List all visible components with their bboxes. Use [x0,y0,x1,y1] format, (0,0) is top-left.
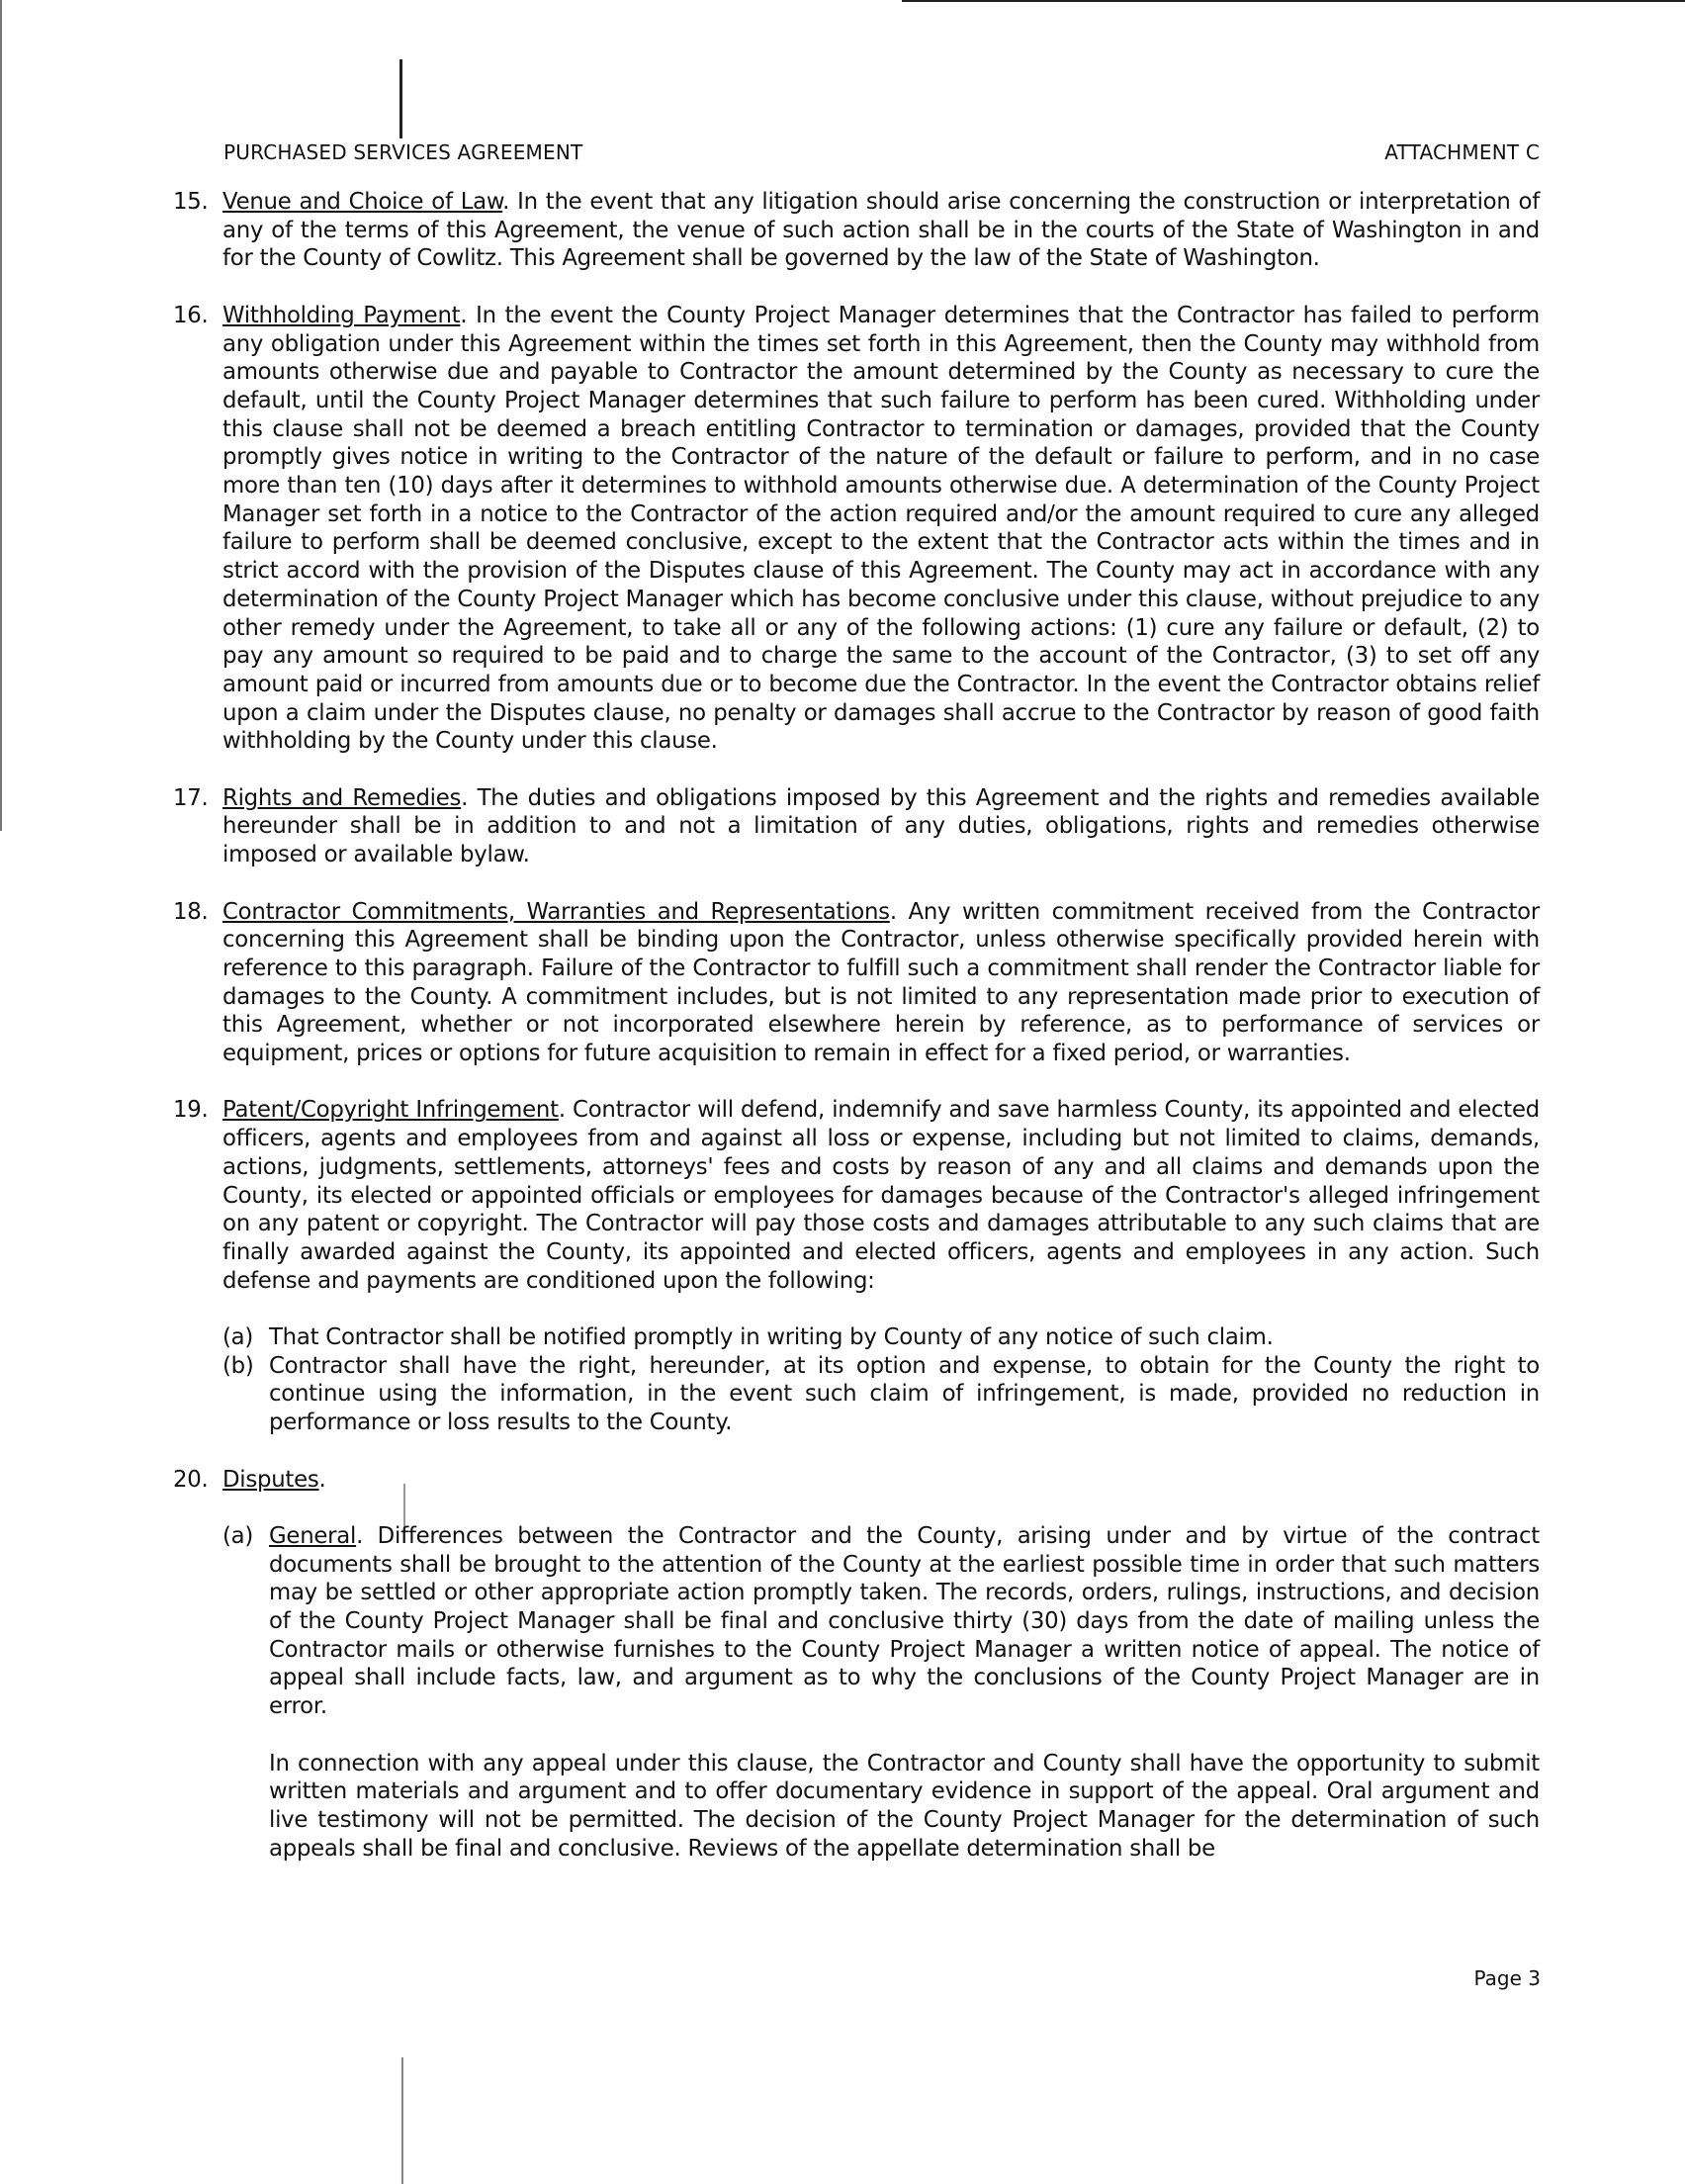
scan-artifact-left-edge [0,0,2,831]
section-text: . In the event that any litigation should arise concerning the construction or interpretation of any of the terms of this Agreement, the venue of such action shall be in the courts of the State of Washington in and for the County of Cowlitz. This Agreement shall be governed by the law of the State of Washington. [222,189,1540,272]
subclause-content [269,1522,1540,1863]
section-title: Patent/Copyright Infringement [222,1097,559,1124]
spacer [269,1721,1540,1750]
section-text: . In the event the County Project Manager determines that the Contractor has failed to perform any obligation under this Agreement within the times set forth in this Agreement, then the County may withhold from amounts otherwise due and payable to Contractor the amount determined by the County as necessary to cure the default, until the County Project Manager determines that such failure to perform has been cured. Withholding under this clause shall not be deemed a breach entitling Contractor to termination or damages, provided that the County promptly gives notice in writing to the Contractor of the nature of the default or failure to perform, and in no case more than ten (10) days after it determines to withhold amounts otherwise due. A determination of the County Project Manager set forth in a notice to the Contractor of the action required and/or the amount required to cure any alleged failure to perform shall be deemed conclusive, except to the extent that the Contractor acts within the times and in strict accord with the provision of the Disputes clause of this Agreement. The County may act in accordance with any determination of the County Project Manager which has become conclusive under this clause, without prejudice to any other remedy under the Agreement, to take all or any of the following actions: (1) cure any failure or default, (2) to pay any amount so required to be paid and to charge the same to the account of the Contractor, (3) to set off any amount paid or incurred from amounts due or to become due the Contractor. In the event the Contractor obtains relief upon a claim under the Disputes clause, no penalty or damages shall accrue to the Contractor by reason of good faith withholding by the County under this clause. [222,302,1540,755]
section-body [222,784,1540,869]
subclause-paragraph [269,1522,1540,1721]
section-title: Contractor Commitments, Warranties and Representations [222,898,890,925]
section-text: . Any written commitment received from the Contractor concerning this Agreement shall be binding upon the Contractor, unless otherwise specifically provided herein with reference to this paragraph. Failure of the Contractor to fulfill such a commitment shall render the Contractor liable for damages to the County. A commitment includes, but is not limited to any representation made prior to execution of this Agreement, whether or not incorporated elsewhere herein by reference, as to performance of services or equipment, prices or options for future acquisition to remain in effect for a fixed period, or warranties. [222,898,1540,1067]
subclause-label: (b) [222,1352,254,1379]
section-number: 15. [173,189,209,215]
subclause-a [222,1522,1540,1863]
document-body [173,188,1540,1891]
header-attachment: ATTACHMENT C [1384,140,1540,164]
section-text: . Contractor will defend, indemnify and save harmless County, its appointed and elected officers, agents and employees from and against all loss or expense, including but not limited to claims, demands, actions, judgments, settlements, attorneys' fees and costs by reason of any and all claims and demands upon the County, its elected or appointed officials or employees for damages because of the Contractor's alleged infringement on any patent or copyright. The Contractor will pay those costs and damages attributable to any such claims that are finally awarded against the County, its appointed and elected officers, agents and employees in any action. Such defense and payments are conditioned upon the following: [222,1097,1540,1294]
scan-artifact-vertical-line [399,59,402,138]
section-title: Withholding Payment [222,302,461,328]
section-15 [173,188,1540,273]
section-heading [222,1466,1540,1495]
section-17 [173,784,1540,869]
section-title: Venue and Choice of Law [222,189,503,215]
section-number: 18. [173,898,209,925]
section-18 [173,898,1540,1068]
subclause-text: Contractor shall have the right, hereunder, at its option and expense, to obtain for the County the right to continue using the information, in the event such claim of infringement, is made, provided no reduction in performance or loss results to the County. [269,1352,1540,1436]
section-title-suffix: . [318,1466,326,1493]
header-title: PURCHASED SERVICES AGREEMENT [223,140,583,164]
scan-artifact-top-line [902,0,1685,2]
section-number: 20. [173,1466,209,1493]
section-16 [173,302,1540,756]
subclause-a [222,1323,1540,1352]
spacer [222,1494,1540,1522]
section-20 [173,1466,1540,1864]
section-body [222,188,1540,273]
subclause-label: (a) [222,1522,254,1549]
section-body [222,898,1540,1068]
subclause-label: (a) [222,1324,254,1351]
section-body [222,1096,1540,1436]
section-19 [173,1096,1540,1436]
page-header [223,140,1540,164]
scan-artifact-bottom-line [401,2057,403,2184]
section-body [222,302,1540,756]
section-body [222,1466,1540,1864]
section-title: Rights and Remedies [222,784,462,811]
subclause-title: General [269,1522,357,1549]
spacer [222,1295,1540,1323]
section-text: . The duties and obligations imposed by this Agreement and the rights and remedies available hereunder shall be in addition to and not a limitation of any duties, obligations, rights and remedies otherwise imposed or available bylaw. [222,784,1540,868]
subclause-text: . Differences between the Contractor and the County, arising under and by virtue of the contract documents shall be brought to the attention of the County at the earliest possible time in order that such matters may be settled or other appropriate action promptly taken. The records, orders, rulings, instructions, and decision of the County Project Manager shall be final and conclusive thirty (30) days from the date of mailing unless the Contractor mails or otherwise furnishes to the County Project Manager a written notice of appeal. The notice of appeal shall include facts, law, and argument as to why the conclusions of the County Project Manager are in error. [269,1522,1540,1720]
subclause-paragraph-2: In connection with any appeal under this clause, the Contractor and County shall have the opportunity to submit written materials and argument and to offer documentary evidence in support of the appeal. Oral argument and live testimony will not be permitted. The decision of the County Project Manager for the determination of such appeals shall be final and conclusive. Reviews of the appellate determination shall be [269,1750,1540,1862]
section-number: 19. [173,1097,209,1124]
page-number: Page 3 [1473,1966,1541,1990]
subclause-text: That Contractor shall be notified promptly in writing by County of any notice of such claim. [269,1324,1274,1351]
section-number: 16. [173,302,209,328]
section-paragraph [222,1096,1540,1295]
section-title: Disputes [222,1466,319,1493]
subclause-b [222,1352,1540,1437]
section-number: 17. [173,784,209,811]
